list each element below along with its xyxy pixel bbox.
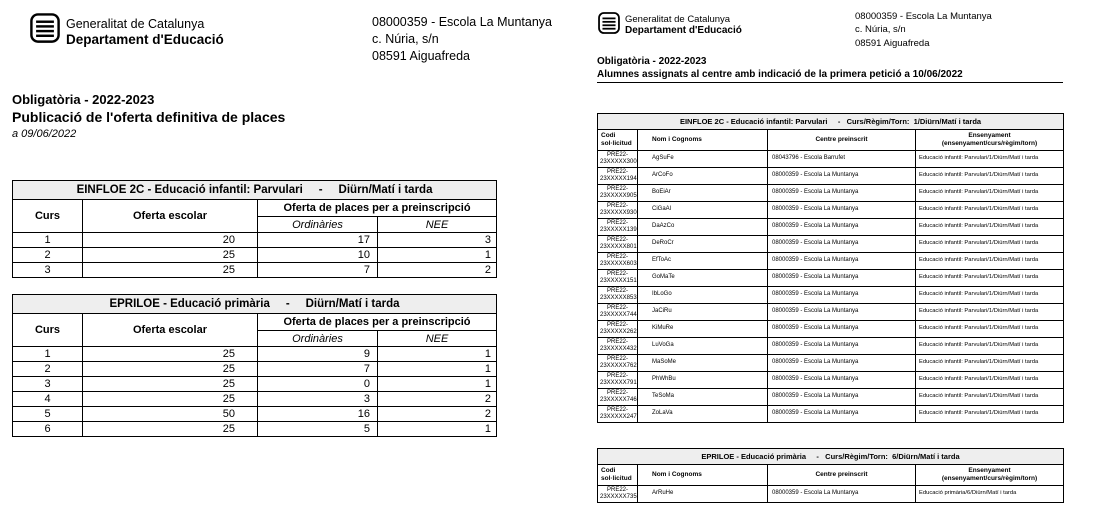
table-cell: 08000359 - Escola La Muntanya — [768, 320, 916, 337]
table-row — [13, 422, 497, 437]
table-cell: Educació primària/6/Diürn/Matí i tarda — [916, 485, 1064, 502]
table-cell: 3 — [13, 263, 83, 278]
table-row — [598, 218, 1064, 235]
col-header-ordinaries: Ordinàries — [258, 331, 378, 347]
table-cell: 1 — [378, 422, 497, 437]
table-title: EINFLOE 2C - Educació infantil: Parvulari - Diürn/Matí i tarda — [13, 181, 497, 200]
col-header-preinscripcio: Oferta de places per a preinscripció — [258, 200, 497, 217]
table-cell: 08000359 - Escola La Muntanya — [768, 286, 916, 303]
table-row — [598, 235, 1064, 252]
col-header-ensenyament: Ensenyament (ensenyament/curs/règim/torn) — [916, 130, 1064, 151]
table-cell: PRE22- 23XXXXX194 — [598, 167, 638, 184]
col-header-preinscripcio: Oferta de places per a preinscripció — [258, 314, 497, 331]
table-row — [13, 362, 497, 377]
table-cell: PRE22- 23XXXXX791 — [598, 371, 638, 388]
table-cell: Educació infantil: Parvulari/1/Diürn/Matí i tarda — [916, 320, 1064, 337]
org-department: Departament d'Educació — [66, 32, 224, 47]
doc-subtitle: Alumnes assignats al centre amb indicació de la primera petició a 10/06/2022 — [597, 69, 1063, 83]
org-name: Generalitat de Catalunya — [625, 14, 731, 25]
center-name: 08000359 - Escola La Muntanya — [372, 15, 552, 29]
table-cell: 25 — [83, 422, 258, 437]
table-title: EPRILOE - Educació primària - Curs/Règim/Torn: 6/Diürn/Matí i tarda — [598, 449, 1064, 465]
table-row — [598, 485, 1064, 502]
assigned-students-table-einfloe — [597, 113, 1064, 423]
center-street: c. Núria, s/n — [855, 24, 906, 36]
col-header-nom-cognoms: Nom i Cognoms — [638, 465, 768, 486]
table-row — [598, 150, 1064, 167]
table-cell: 08000359 - Escola La Muntanya — [768, 485, 916, 502]
offer-table-eprile — [12, 294, 497, 437]
table-cell: 08000359 - Escola La Muntanya — [768, 269, 916, 286]
col-header-ensenyament: Ensenyament (ensenyament/curs/règim/torn) — [916, 465, 1064, 486]
table-cell: Educació infantil: Parvulari/1/Diürn/Matí i tarda — [916, 201, 1064, 218]
table-title: EPRILOE - Educació primària - Diürn/Matí i tarda — [13, 295, 497, 314]
table-row — [598, 303, 1064, 320]
table-cell: 5 — [258, 422, 378, 437]
table-cell: 08000359 - Escola La Muntanya — [768, 201, 916, 218]
assigned-students-table-eprile — [597, 448, 1064, 503]
col-header-centre-preinscrit: Centre preinscrit — [768, 130, 916, 151]
col-header-oferta-escolar: Oferta escolar — [83, 200, 258, 233]
table-cell: PRE22- 23XXXXX762 — [598, 354, 638, 371]
center-street: c. Núria, s/n — [372, 31, 439, 46]
table-row — [598, 167, 1064, 184]
table-cell: 08000359 - Escola La Muntanya — [768, 167, 916, 184]
col-header-curs: Curs — [13, 314, 83, 347]
generalitat-logo-icon — [30, 13, 60, 48]
table-cell: 08000359 - Escola La Muntanya — [768, 252, 916, 269]
table-cell: PRE22- 23XXXXX300 — [598, 150, 638, 167]
table-cell: 4 — [13, 392, 83, 407]
table-cell: 1 — [378, 377, 497, 392]
table-cell: 2 — [13, 362, 83, 377]
table-cell: PhWhBu — [638, 371, 768, 388]
table-cell: 7 — [258, 263, 378, 278]
col-header-curs: Curs — [13, 200, 83, 233]
table-cell: 25 — [83, 362, 258, 377]
table-cell: Educació infantil: Parvulari/1/Diürn/Matí i tarda — [916, 235, 1064, 252]
table-cell: 20 — [83, 233, 258, 248]
table-cell: CiGaAl — [638, 201, 768, 218]
table-cell: IbLoGo — [638, 286, 768, 303]
center-city: 08591 Aiguafreda — [855, 37, 930, 49]
table-cell: PRE22- 23XXXXX603 — [598, 252, 638, 269]
table-cell: 25 — [83, 392, 258, 407]
col-header-oferta-escolar: Oferta escolar — [83, 314, 258, 347]
table-cell: Educació infantil: Parvulari/1/Diürn/Matí i tarda — [916, 354, 1064, 371]
table-row — [13, 347, 497, 362]
table-cell: 08000359 - Escola La Muntanya — [768, 354, 916, 371]
table-row — [13, 392, 497, 407]
center-city: 08591 Aiguafreda — [372, 48, 471, 63]
table-cell: ArCoFo — [638, 167, 768, 184]
table-cell: 10 — [258, 248, 378, 263]
table-row — [598, 201, 1064, 218]
col-header-codi-sollicitud: Codi sol·licitud — [598, 130, 638, 151]
table-row — [598, 184, 1064, 201]
table-cell: PRE22- 23XXXXX735 — [598, 485, 638, 502]
table-cell: 25 — [83, 263, 258, 278]
table-cell: 25 — [83, 248, 258, 263]
table-cell: PRE22- 23XXXXX151 — [598, 269, 638, 286]
table-cell: 2 — [378, 407, 497, 422]
col-header-ordinaries: Ordinàries — [258, 217, 378, 233]
table-cell: LuVoGa — [638, 337, 768, 354]
table-cell: JaCiRu — [638, 303, 768, 320]
table-cell: 25 — [83, 347, 258, 362]
table-cell: 08000359 - Escola La Muntanya — [768, 218, 916, 235]
table-cell: 2 — [13, 248, 83, 263]
table-cell: 7 — [258, 362, 378, 377]
table-row — [598, 286, 1064, 303]
table-row — [598, 320, 1064, 337]
table-row — [598, 388, 1064, 405]
table-cell: PRE22- 23XXXXX746 — [598, 388, 638, 405]
doc-date: a 09/06/2022 — [12, 128, 77, 140]
table-cell: 50 — [83, 407, 258, 422]
table-cell: 2 — [378, 392, 497, 407]
center-address — [372, 14, 552, 65]
doc-title: Obligatòria - 2022-2023 — [597, 56, 707, 67]
table-row — [13, 233, 497, 248]
table-cell: ArRuHe — [638, 485, 768, 502]
table-cell: Educació infantil: Parvulari/1/Diürn/Matí i tarda — [916, 337, 1064, 354]
table-cell: 3 — [13, 377, 83, 392]
table-cell: PRE22- 23XXXXX930 — [598, 201, 638, 218]
table-cell: Educació infantil: Parvulari/1/Diürn/Matí i tarda — [916, 184, 1064, 201]
org-block — [625, 14, 742, 37]
table-row — [598, 405, 1064, 422]
table-cell: Educació infantil: Parvulari/1/Diürn/Matí i tarda — [916, 303, 1064, 320]
table-cell: Educació infantil: Parvulari/1/Diürn/Matí i tarda — [916, 218, 1064, 235]
table-row — [598, 371, 1064, 388]
table-cell: Educació infantil: Parvulari/1/Diürn/Matí i tarda — [916, 388, 1064, 405]
table-cell: ZoLaVa — [638, 405, 768, 422]
document-title-block — [12, 92, 285, 140]
table-cell: Educació infantil: Parvulari/1/Diürn/Matí i tarda — [916, 269, 1064, 286]
table-cell: PRE22- 23XXXXX262 — [598, 320, 638, 337]
table-cell: PRE22- 23XXXXX744 — [598, 303, 638, 320]
table-cell: KiMuRe — [638, 320, 768, 337]
center-address — [855, 10, 992, 50]
doc-subtitle: Publicació de l'oferta definitiva de places — [12, 109, 286, 125]
org-department: Departament d'Educació — [625, 25, 742, 37]
table-cell: 1 — [13, 233, 83, 248]
table-cell: 17 — [258, 233, 378, 248]
table-row — [13, 248, 497, 263]
table-cell: 5 — [13, 407, 83, 422]
table-cell: 3 — [378, 233, 497, 248]
table-cell: Educació infantil: Parvulari/1/Diürn/Matí i tarda — [916, 371, 1064, 388]
org-name: Generalitat de Catalunya — [66, 17, 205, 31]
table-row — [13, 263, 497, 278]
table-cell: 16 — [258, 407, 378, 422]
table-row — [598, 337, 1064, 354]
table-cell: 1 — [13, 347, 83, 362]
table-cell: GoMaTe — [638, 269, 768, 286]
table-cell: 08000359 - Escola La Muntanya — [768, 388, 916, 405]
table-row — [598, 269, 1064, 286]
offer-table-einfloe — [12, 180, 497, 278]
table-row — [13, 407, 497, 422]
table-cell: 2 — [378, 263, 497, 278]
table-cell: 1 — [378, 248, 497, 263]
col-header-codi-sollicitud: Codi sol·licitud — [598, 465, 638, 486]
table-cell: 9 — [258, 347, 378, 362]
table-cell: PRE22- 23XXXXX247 — [598, 405, 638, 422]
table-cell: 08000359 - Escola La Muntanya — [768, 405, 916, 422]
table-cell: 08000359 - Escola La Muntanya — [768, 184, 916, 201]
table-cell: 3 — [258, 392, 378, 407]
table-cell: 08000359 - Escola La Muntanya — [768, 235, 916, 252]
table-row — [598, 252, 1064, 269]
table-cell: DaAzCo — [638, 218, 768, 235]
col-header-centre-preinscrit: Centre preinscrit — [768, 465, 916, 486]
table-row — [13, 377, 497, 392]
table-cell: MaSoMe — [638, 354, 768, 371]
col-header-nee: NEE — [378, 217, 497, 233]
col-header-nom-cognoms: Nom i Cognoms — [638, 130, 768, 151]
table-cell: 1 — [378, 362, 497, 377]
table-cell: 08000359 - Escola La Muntanya — [768, 371, 916, 388]
table-title: EINFLOE 2C - Educació infantil: Parvulari - Curs/Règim/Torn: 1/Diürn/Matí i tarda — [598, 114, 1064, 130]
table-cell: 0 — [258, 377, 378, 392]
table-cell: Educació infantil: Parvulari/1/Diürn/Matí i tarda — [916, 252, 1064, 269]
generalitat-logo-icon — [598, 12, 620, 39]
table-cell: 08000359 - Escola La Muntanya — [768, 337, 916, 354]
table-cell: AgSuFe — [638, 150, 768, 167]
table-cell: TeSoMa — [638, 388, 768, 405]
table-cell: BoEiAr — [638, 184, 768, 201]
table-cell: Educació infantil: Parvulari/1/Diürn/Matí i tarda — [916, 167, 1064, 184]
table-cell: PRE22- 23XXXXX801 — [598, 235, 638, 252]
table-cell: 6 — [13, 422, 83, 437]
table-cell: PRE22- 23XXXXX139 — [598, 218, 638, 235]
org-block — [66, 17, 224, 48]
table-cell: Educació infantil: Parvulari/1/Diürn/Matí i tarda — [916, 405, 1064, 422]
col-header-nee: NEE — [378, 331, 497, 347]
table-cell: Educació infantil: Parvulari/1/Diürn/Matí i tarda — [916, 150, 1064, 167]
table-cell: DeRoCr — [638, 235, 768, 252]
table-cell: 25 — [83, 377, 258, 392]
center-name: 08000359 - Escola La Muntanya — [855, 11, 992, 22]
table-row — [598, 354, 1064, 371]
table-cell: PRE22- 23XXXXX432 — [598, 337, 638, 354]
table-cell: Educació infantil: Parvulari/1/Diürn/Matí i tarda — [916, 286, 1064, 303]
table-cell: PRE22- 23XXXXX853 — [598, 286, 638, 303]
table-cell: 1 — [378, 347, 497, 362]
table-cell: 08000359 - Escola La Muntanya — [768, 303, 916, 320]
doc-title: Obligatòria - 2022-2023 — [12, 92, 155, 107]
table-cell: EfToAc — [638, 252, 768, 269]
table-cell: PRE22- 23XXXXX905 — [598, 184, 638, 201]
table-cell: 08043796 - Escola Barrufet — [768, 150, 916, 167]
